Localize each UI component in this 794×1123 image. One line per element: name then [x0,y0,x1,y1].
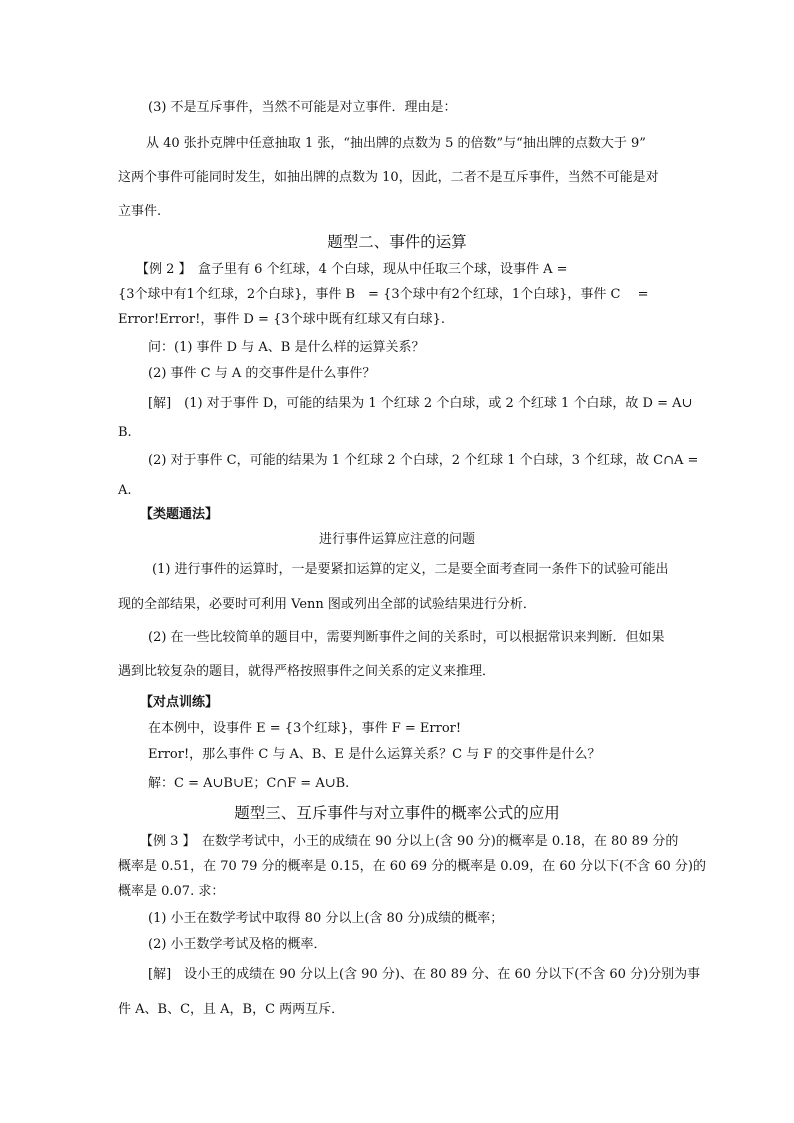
paragraph-line: 这两个事件可能同时发生，如抽出牌的点数为 10，因此，二者不是互斥事件，当然不可能是对 [118,170,659,185]
paragraph-line: (2) 在一些比较简单的题目中，需要判断事件之间的关系时，可以根据常识来判断．但如果 [148,630,665,645]
paragraph-line: 立事件. [118,204,162,219]
paragraph-line: 现的全部结果，必要时可利用 Venn 图或列出全部的试验结果进行分析． [118,597,536,612]
paragraph-line: [解] (1) 对于事件 D，可能的结果为 1 个红球 2 个白球，或 2 个红球 1 个白球，故 D = A∪ [148,396,693,411]
paragraph-line: 问：(1) 事件 D 与 A、B 是什么样的运算关系？ [148,340,425,355]
tip-title: 进行事件运算应注意的问题 [318,532,475,547]
paragraph-line: 【例 2 】 盒子里有 6 个红球，4 个白球，现从中任取三个球，设事件 A = [136,262,568,277]
paragraph-line: 概率是 0.07. 求： [118,884,225,899]
paragraph-line: 件 A、B、C，且 A，B，C 两两互斥． [118,1002,345,1017]
paragraph-line: 在本例中，设事件 E = {3个红球}，事件 F = Error! [148,721,462,736]
paragraph-line: (1) 进行事件的运算时，一是要紧扣运算的定义，二是要全面考查同一条件下的试验可能出 [152,562,669,577]
paragraph-line: 遇到比较复杂的题目，就得严格按照事件之间关系的定义来推理． [118,664,496,679]
paragraph-line: 解：C = A∪B∪E；C∩F = A∪B. [148,776,350,791]
paragraph-line: B. [118,425,132,440]
paragraph-line: (1) 小王在数学考试中取得 80 分以上(含 80 分)成绩的概率； [148,911,504,926]
paragraph-line: (2) 对于事件 C，可能的结果为 1 个红球 2 个白球，2 个红球 1 个白球，3 个红球，故 C∩A = [148,453,699,468]
subheading: 【对点训练】 [140,695,219,710]
paragraph-line: 【例 3 】 在数学考试中，小王的成绩在 90 分以上(含 90 分)的概率是 0.18，在 80 89 分的 [140,834,679,849]
paragraph-line: [解] 设小王的成绩在 90 分以上(含 90 分)、在 80 89 分、在 60 分以下(不含 60 分)分别为事 [148,967,701,982]
paragraph-line: (3) 不是互斥事件，当然不可能是对立事件．理由是： [148,100,457,115]
subheading: 【类题通法】 [140,507,219,522]
paragraph-line: Error!Error!，事件 D = {3个球中既有红球又有白球}. [118,312,446,327]
paragraph-line: Error!，那么事件 C 与 A、B、E 是什么运算关系？C 与 F 的交事件是什么？ [148,747,601,762]
paragraph-line: (2) 事件 C 与 A 的交事件是什么事件？ [148,366,376,381]
paragraph-line: {3个球中有1个红球，2个白球}，事件 B = {3个球中有2个红球，1个白球}，事件 C = [118,287,649,302]
paragraph-line: A. [118,483,132,498]
section-heading: 题型二、事件的运算 [327,233,467,251]
paragraph-line: (2) 小王数学考试及格的概率． [148,937,327,952]
paragraph-line: 从 40 张扑克牌中任意抽取 1 张，“抽出牌的点数为 5 的倍数”与“抽出牌的点数大于 9” [146,136,646,151]
section-heading: 题型三、互斥事件与对立事件的概率公式的应用 [234,804,560,822]
paragraph-line: 概率是 0.51，在 70 79 分的概率是 0.15，在 60 69 分的概率是 0.09，在 60 分以下(不含 60 分)的 [118,859,706,874]
